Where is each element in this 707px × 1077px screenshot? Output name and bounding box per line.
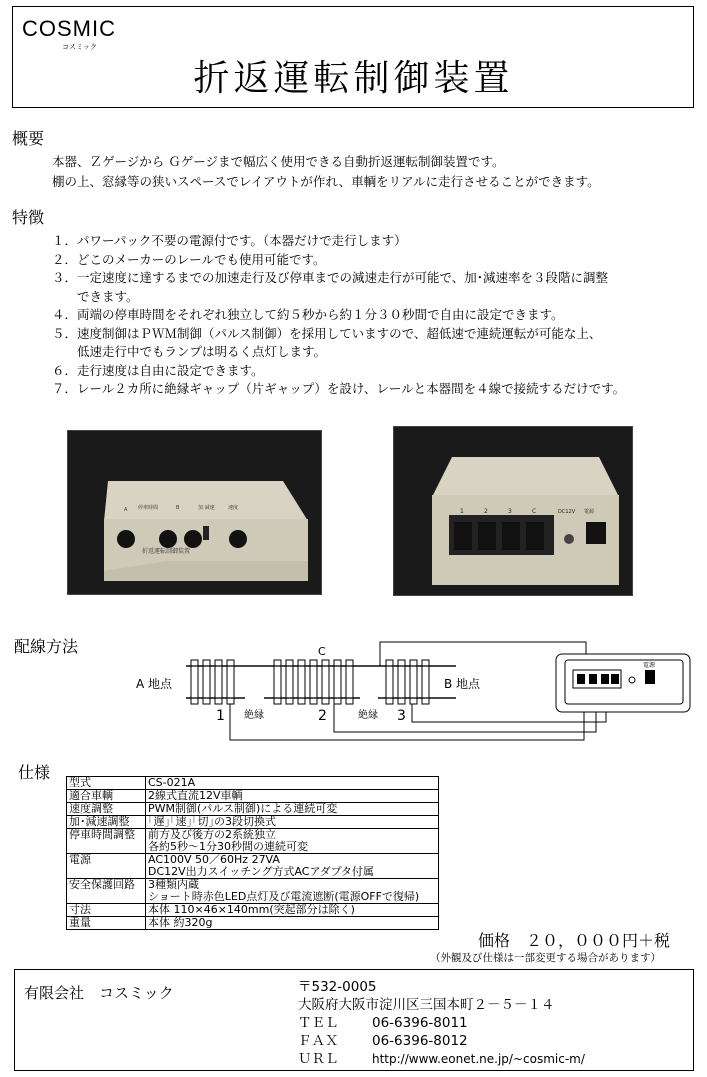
feature-item-cont: 低速走行中でもランプは明るく点灯します。	[52, 344, 327, 359]
spec-key: 安全保護回路	[67, 879, 146, 904]
spec-row	[67, 904, 439, 917]
url-label: ＵＲＬ	[298, 1051, 339, 1067]
features-heading: 特徴	[12, 208, 45, 227]
postal-code: 〒532-0005	[298, 979, 377, 995]
spec-table	[66, 776, 439, 930]
url-link[interactable]: http://www.eonet.ne.jp/~cosmic-m/	[372, 1052, 585, 1066]
spec-value: 2線式直流12V車輌	[148, 789, 243, 802]
spec-value: ショート時赤色LED点灯及び電流遮断(電源OFFで復帰)	[148, 890, 420, 903]
tel-label: ＴＥＬ	[298, 1015, 339, 1031]
label-c: C	[318, 645, 326, 658]
front-photo	[67, 430, 322, 595]
tel-number: 06-6396-8011	[372, 1015, 468, 1031]
fax-label: ＦＡＸ	[298, 1033, 339, 1049]
fax-line	[298, 1032, 585, 1050]
spec-row	[67, 816, 439, 829]
feature-item: ５．速度制御はＰＷＭ制御（パルス制御）を採用していますので、超低速で連続運転が可能な上、	[52, 325, 602, 341]
spec-row	[67, 854, 439, 879]
spec-key: 停車時間調整	[67, 829, 146, 854]
address: 大阪府大阪市淀川区三国本町２－５－１４	[298, 997, 555, 1013]
features-list	[52, 232, 625, 399]
back-label: 1	[460, 508, 464, 515]
spec-key: 重量	[67, 917, 146, 930]
spec-key: 型式	[67, 777, 146, 790]
front-label: A	[124, 507, 128, 513]
spec-row	[67, 829, 439, 854]
front-label: 速度	[228, 505, 239, 511]
spec-row	[67, 790, 439, 803]
back-label: 3	[508, 508, 512, 515]
back-photo	[393, 426, 633, 596]
insulation-1-label: 絶縁	[244, 710, 264, 721]
spec-value: 3種類内蔵	[148, 878, 199, 891]
specs-heading: 仕様	[18, 763, 51, 782]
overview-heading: 概要	[12, 129, 45, 148]
front-label: B	[176, 505, 180, 511]
device-power-label: 電源	[643, 662, 656, 669]
point-b-label: B 地点	[444, 677, 481, 691]
label-1: 1	[216, 708, 225, 724]
point-a-label: A 地点	[136, 677, 173, 691]
price-note: （外観及び仕様は一部変更する場合があります）	[430, 952, 661, 964]
logo-subtext: コスミック	[62, 43, 97, 51]
spec-value: DC12V出力スイッチング方式ACアダプタ付属	[148, 865, 374, 878]
back-label: 2	[484, 508, 488, 515]
label-2: 2	[318, 708, 327, 724]
spec-value: 各約5秒～1分30秒間の連続可変	[148, 840, 308, 853]
spec-row	[67, 777, 439, 790]
feature-item: １．パワーパック不要の電源付です。（本器だけで走行します）	[52, 233, 407, 248]
spec-value: PWM制御(パルス制御)による連続可変	[148, 802, 338, 815]
spec-value: 本体 110×46×140mm(突起部分は除く)	[148, 903, 355, 916]
price-text: 価格 ２０，０００円＋税	[478, 931, 671, 950]
tel-line	[298, 1014, 585, 1032]
front-label: 加 減速	[198, 505, 215, 511]
fax-number: 06-6396-8012	[372, 1033, 468, 1049]
front-device-image	[68, 431, 321, 594]
feature-item: ４．両端の停車時間をそれぞれ独立して約５秒から約１分３０秒間で自由に設定できます。	[52, 307, 564, 322]
back-device-image	[394, 427, 632, 595]
url-line	[298, 1050, 585, 1068]
spec-value: CS-021A	[148, 776, 196, 789]
feature-item: ３．一定速度に達するまでの加速走行及び停車までの減速走行が可能で、加･減速率を３段階に調整	[52, 270, 609, 285]
spec-value: 本体 約320g	[148, 916, 213, 929]
front-label: 停車時間	[138, 505, 159, 511]
feature-item: ７．レール２カ所に絶縁ギャップ（片ギャップ）を設け、レールと本器間を４線で接続するだけです。	[52, 381, 626, 396]
spec-key: 加･減速調整	[67, 816, 146, 829]
overview-body	[52, 152, 600, 192]
back-label: DC12V	[558, 509, 576, 515]
logo-text: COSMIC	[22, 16, 116, 41]
feature-item: ６．走行速度は自由に設定できます。	[52, 362, 264, 378]
front-panel-text: 折返運転制御装置	[142, 548, 191, 555]
spec-key: 適合車輌	[67, 790, 146, 803]
back-label: C	[532, 508, 537, 515]
contact-block	[298, 978, 585, 1068]
spec-key: 電源	[67, 854, 146, 879]
page-title: 折返運転制御装置	[193, 58, 514, 99]
spec-value: AC100V 50／60Hz 27VA	[148, 853, 280, 866]
spec-value: 前方及び後方の2系統独立	[148, 828, 276, 841]
spec-row	[67, 917, 439, 930]
spec-key: 速度調整	[67, 803, 146, 816]
feature-item: ２．どこのメーカーのレールでも使用可能です。	[52, 251, 326, 267]
feature-item-cont: できます。	[52, 288, 139, 304]
insulation-2-label: 絶縁	[358, 710, 378, 721]
wiring-diagram	[0, 640, 707, 750]
spec-row	[67, 879, 439, 904]
spec-value: ｢遅｣｢速｣｢切｣の3段切換式	[148, 815, 276, 828]
label-3: 3	[397, 708, 406, 724]
wiring-heading: 配線方法	[14, 637, 79, 656]
spec-row	[67, 803, 439, 816]
overview-line: 棚の上、窓縁等の狭いスペースでレイアウトが作れ、車輌をリアルに走行させることができます。	[52, 174, 600, 189]
spec-key: 寸法	[67, 904, 146, 917]
back-label: 電源	[584, 509, 595, 515]
company-name: 有限会社 コスミック	[24, 984, 174, 1002]
overview-line: 本器、Ｚゲージから Ｇゲージまで幅広く使用できる自動折返運転制御装置です。	[52, 154, 505, 169]
